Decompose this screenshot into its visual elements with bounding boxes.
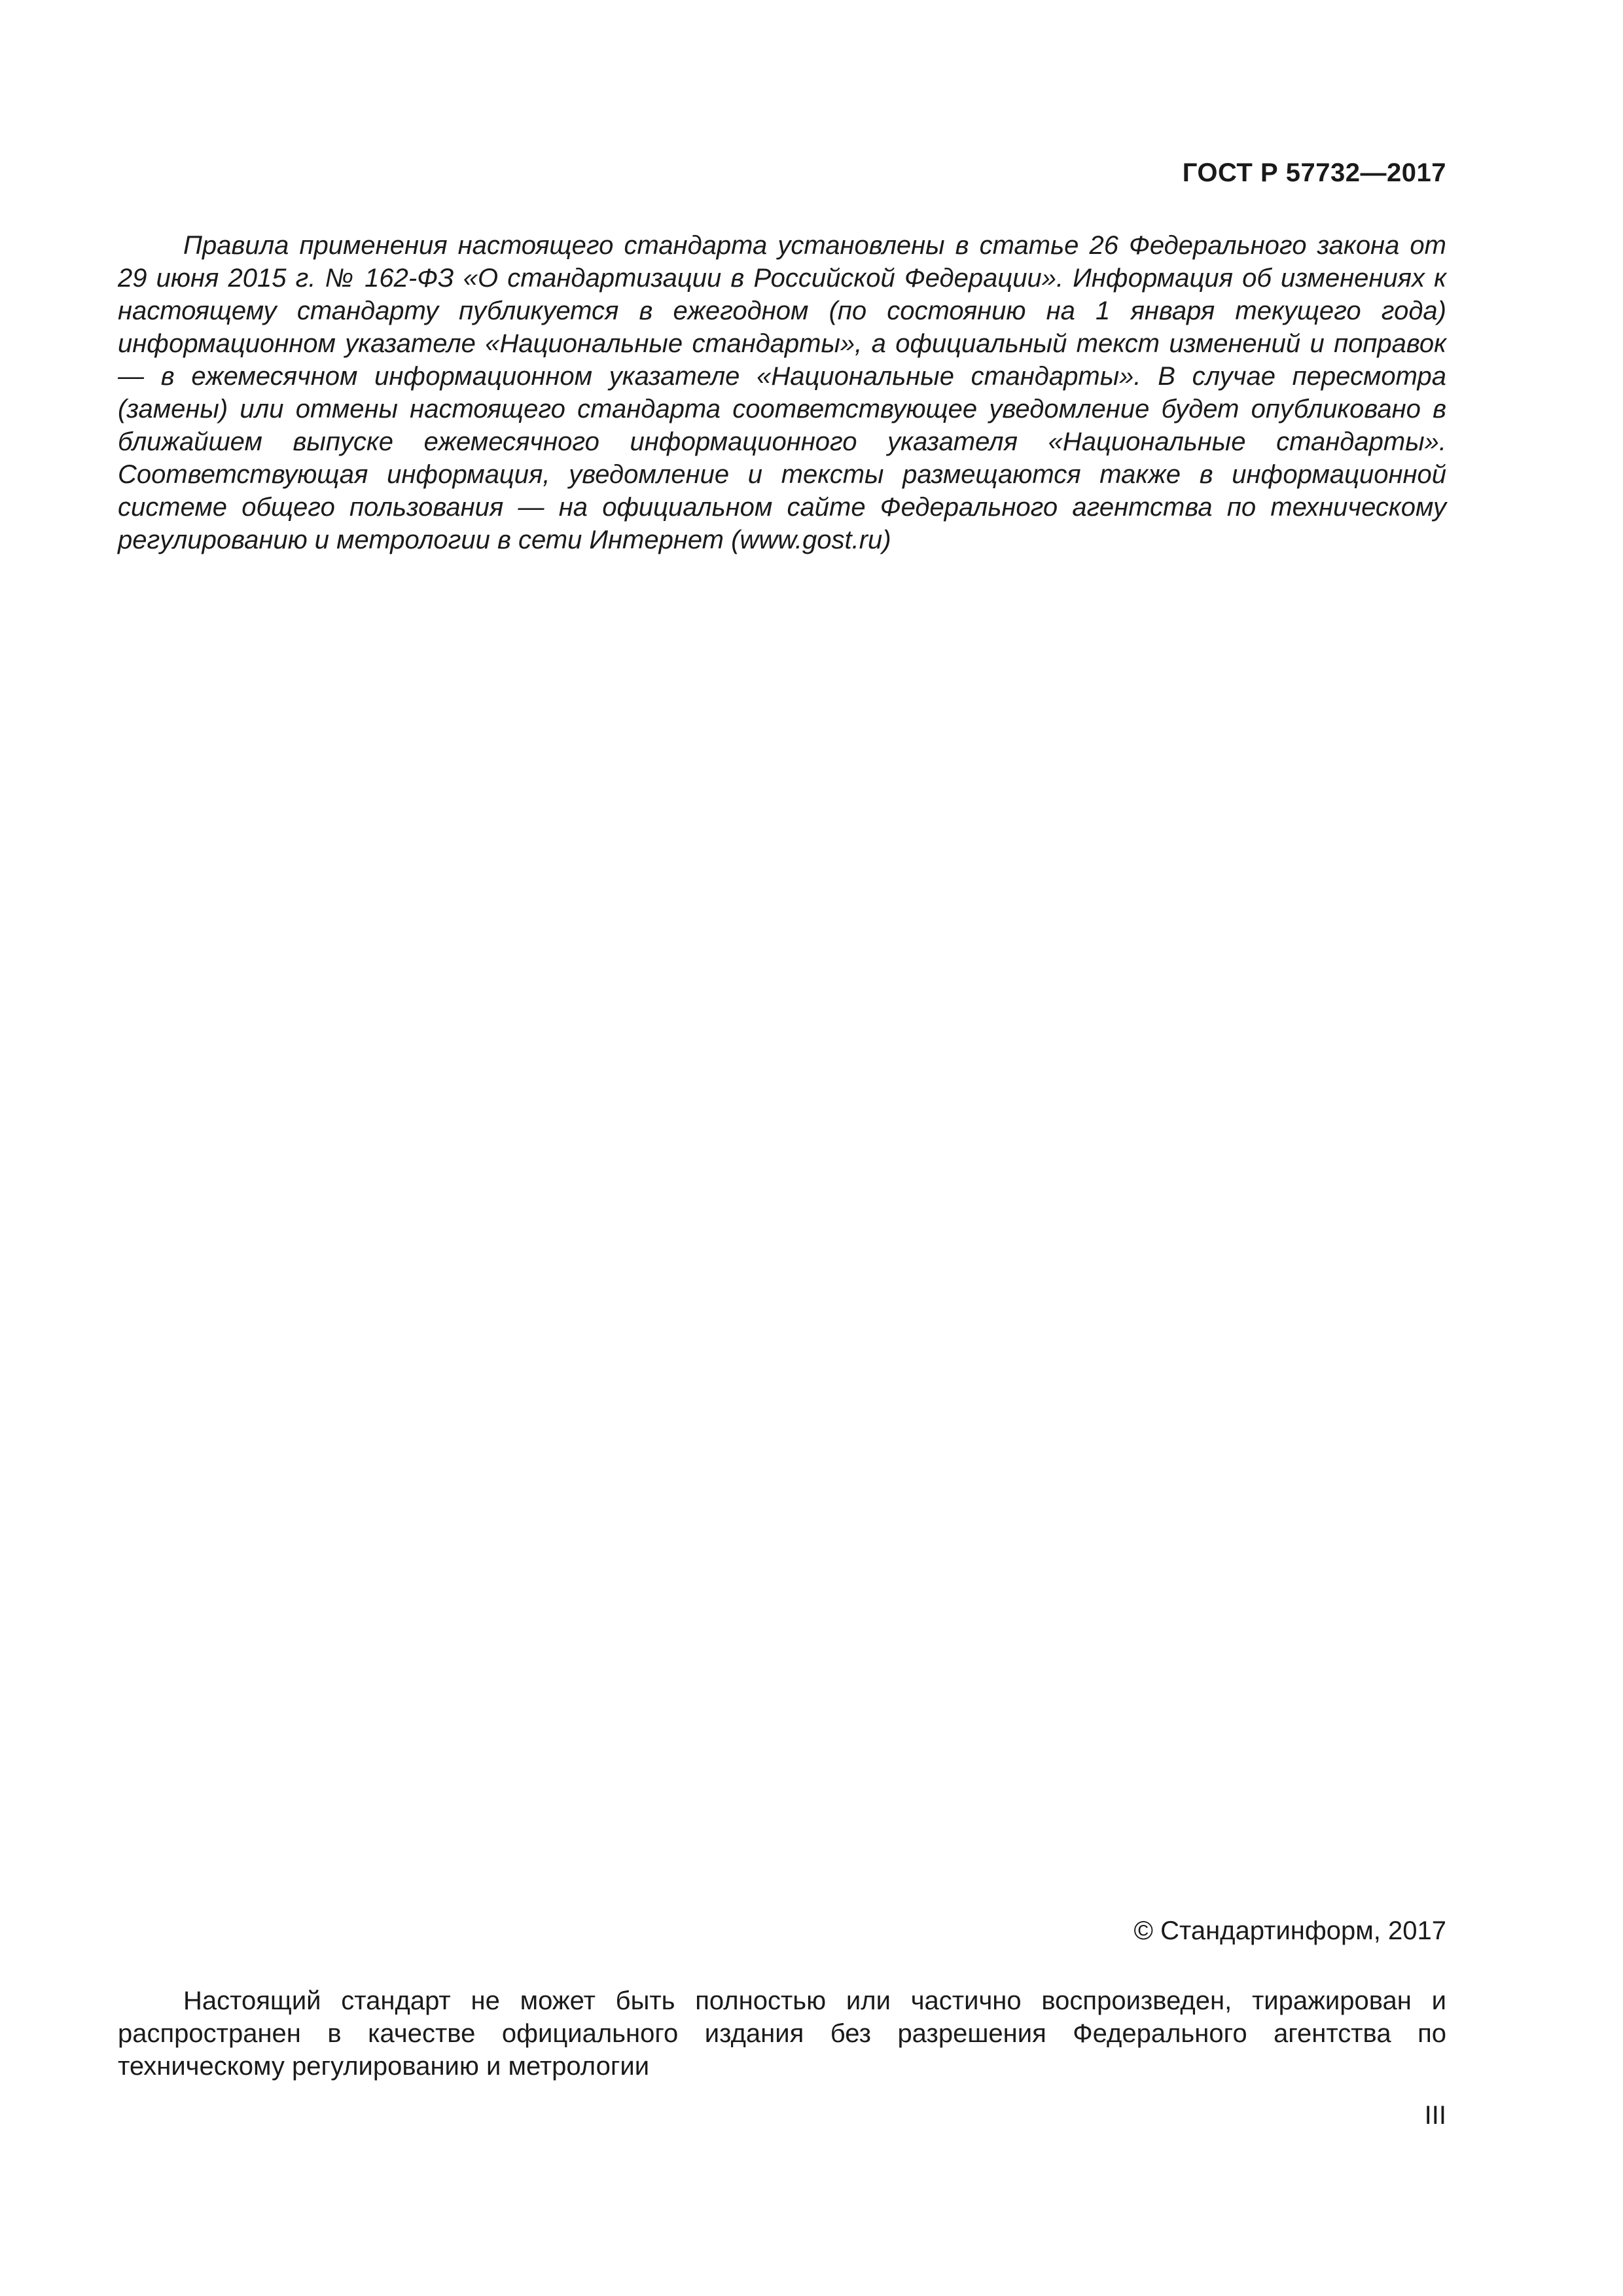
reproduction-restriction-notice: Настоящий стандарт не может быть полностью или частично воспроизведен, тиражирован и распространен в качестве официального издания без разрешения Федерального агентства по техническому регулированию и метрологии bbox=[118, 1986, 1446, 2081]
page-number: III bbox=[1424, 2101, 1446, 2130]
document-code-header: ГОСТ Р 57732—2017 bbox=[1182, 158, 1446, 187]
standard-application-notice: Правила применения настоящего стандарта установлены в статье 26 Федерального закона от 29 июня 2015 г. № 162-ФЗ «О стандартизации в Российской Федерации». Информация об изменениях к настоящему стандарту публикуется в ежегодном (по состоянию на 1 января текущего года) информационном указателе «Национальные стандарты», а официальный текст изменений и поправок — в ежемесячном информационном указателе «Национальные стандарты». В случае пересмотра (замены) или отмены настоящего стандарта соответствующее уведомление будет опубликовано в ближайшем выпуске ежемесячного информационного указателя «Национальные стандарты». Соответствующая информация, уведомление и тексты размещаются также в информационной системе общего пользования — на официальном сайте Федерального агентства по техническому регулированию и метрологии в сети Интернет (www.gost.ru) bbox=[118, 231, 1446, 554]
copyright-line: © Стандартинформ, 2017 bbox=[1133, 1916, 1446, 1945]
